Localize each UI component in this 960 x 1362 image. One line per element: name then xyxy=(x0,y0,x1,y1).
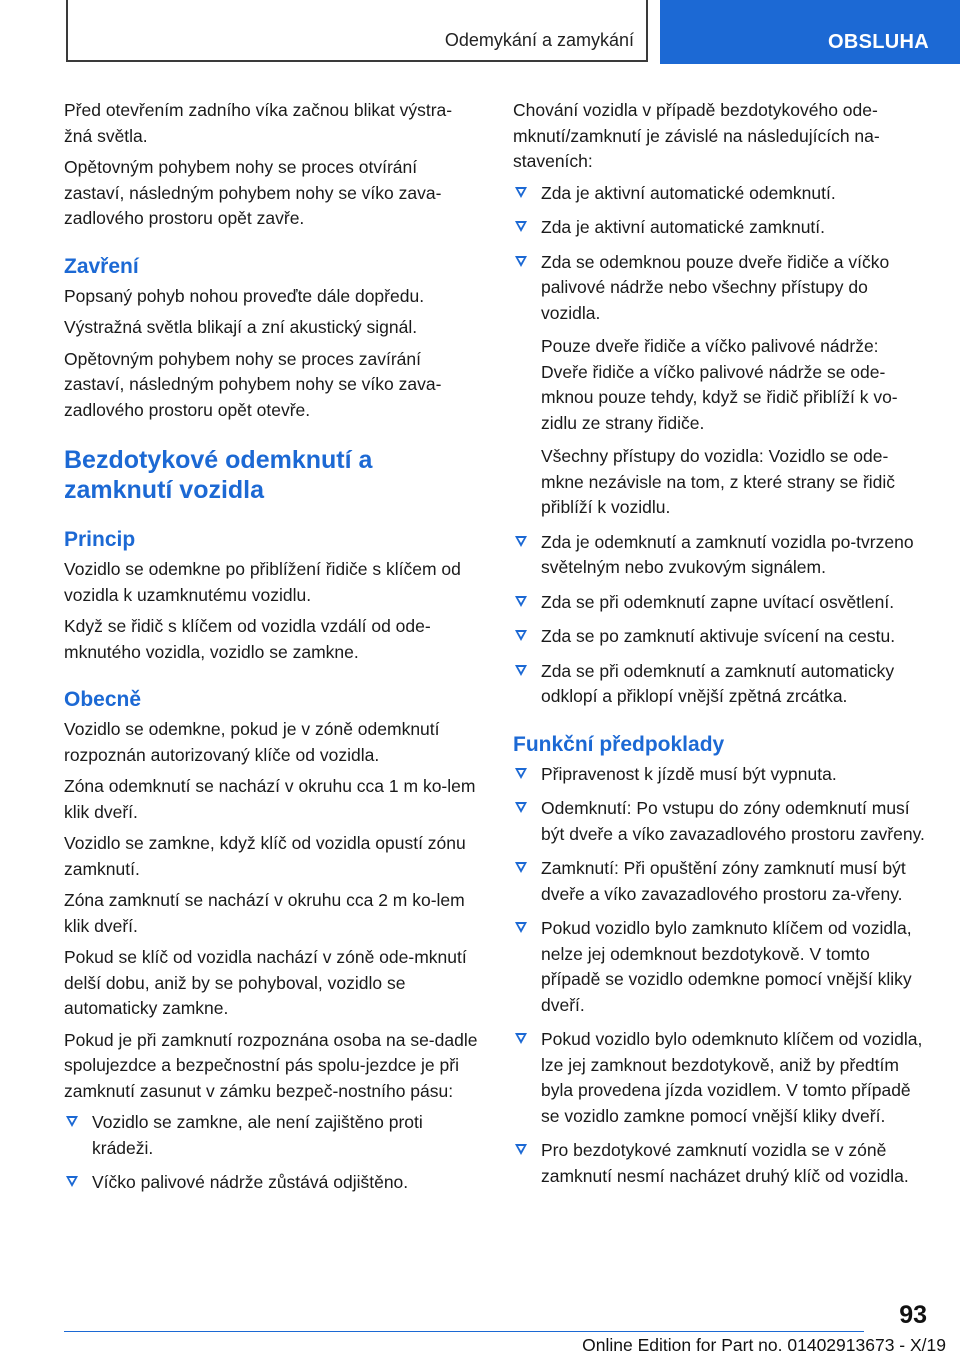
bullet-list xyxy=(64,1110,480,1196)
left-column xyxy=(64,98,480,1205)
bullet-list xyxy=(513,181,929,710)
paragraph: Opětovným pohybem nohy se proces otvírání zastaví, následným pohybem nohy se víko zava‐zadlového prostoru opět zavře. xyxy=(64,157,442,228)
paragraph: Před otevřením zadního víka začnou blikat výstra‐žná světla. xyxy=(64,100,453,146)
heading-funkcni-predpoklady: Funkční předpoklady xyxy=(513,732,725,756)
paragraph: Vozidlo se zamkne, když klíč od vozidla opustí zónu zamknutí. xyxy=(64,833,466,879)
chapter-tab[interactable]: OBSLUHA xyxy=(660,0,960,64)
sub-paragraph: Všechny přístupy do vozidla: Vozidlo se ode‐mkne nezávisle na tom, z které strany se řidič přiblíží k vozidlu. xyxy=(541,446,896,517)
paragraph: Popsaný pohyb nohou proveďte dále dopředu. xyxy=(64,285,425,306)
right-column xyxy=(513,98,929,1198)
list-item: Zda je odemknutí a zamknutí vozidla po‐tvrzeno světelným nebo zvukovým signálem. xyxy=(513,530,929,581)
paragraph: Pokud se klíč od vozidla nachází v zóně ode‐mknutí delší dobu, aniž by se pohyboval, vozidlo se automaticky zamkne. xyxy=(64,947,467,1018)
paragraph: Když se řidič s klíčem od vozidla vzdálí od ode‐mknutého vozidla, vozidlo se zamkne. xyxy=(64,616,431,662)
bullet-list xyxy=(513,762,929,1190)
sub-paragraph: Pouze dveře řidiče a víčko palivové nádrže: Dveře řidiče a víčko palivové nádrže se ode‐mknou pouze tehdy, když se řidič přiblíží k vo‐zidlu ze strany řidiče. xyxy=(541,336,898,433)
paragraph: Opětovným pohybem nohy se proces zavírání zastaví, následným pohybem nohy se víko zava‐zadlového prostoru opět otevře. xyxy=(64,348,442,420)
list-item: Připravenost k jízdě musí být vypnuta. xyxy=(513,762,929,788)
paragraph: Zóna zamknutí se nachází v okruhu cca 2 m ko‐lem klik dveří. xyxy=(64,890,465,936)
heading-obecne: Obecně xyxy=(64,688,142,711)
paragraph: Vozidlo se odemkne po přiblížení řidiče s klíčem od vozidla k uzamknutému vozidlu. xyxy=(64,559,461,605)
list-item: Zda je aktivní automatické zamknutí. xyxy=(513,215,929,241)
footer-divider xyxy=(64,1331,864,1332)
footer-edition: Online Edition for Part no. 01402913673 - X/19 xyxy=(582,1335,946,1355)
heading-zavreni: Zavření xyxy=(64,254,139,278)
list-item: Zamknutí: Při opuštění zóny zamknutí musí být dveře a víko zavazadlového prostoru za‐vřeny. xyxy=(513,856,929,907)
list-item: Odemknutí: Po vstupu do zóny odemknutí musí být dveře a víko zavazadlového prostoru zavřeny. xyxy=(513,796,929,847)
list-item: Pokud vozidlo bylo odemknuto klíčem od vozidla, lze jej zamknout bezdotykově, aniž by předtím byla provedena jízda vozidlem. V tomto případě se vozidlo zamkne pomocí vnější kliky dveří. xyxy=(513,1027,929,1129)
list-item: Zda se při odemknutí a zamknutí automaticky odklopí a přiklopí vnější zpětná zrcátka. xyxy=(513,659,929,710)
list-item: Zda se odemknou pouze dveře řidiče a víčko palivové nádrže nebo všechny přístupy do vozidla. Pouze dveře řidiče a víčko palivové nádrže: Dveře řidiče a víčko palivové nádrže se ode‐mknou pouze tehdy, když se řidič přiblíží k vo‐zidlu ze strany řidiče. Všechny přístupy do vozidla: Vozidlo se ode‐mkne nezávisle na tom, z které strany se řidič přiblíží k vozidlu. xyxy=(513,250,929,521)
section-title: Odemykání a zamykání xyxy=(444,30,634,50)
list-item: Zda je aktivní automatické odemknutí. xyxy=(513,181,929,207)
page-number: 93 xyxy=(899,1301,927,1329)
paragraph: Pokud je při zamknutí rozpoznána osoba na se‐dadle spolujezdce a bezpečnostní pás spolu‐jezdce je při zamknutí zasunut v zámku bezpeč‐nostního pásu: xyxy=(64,1029,478,1101)
list-item: Zda se při odemknutí zapne uvítací osvětlení. xyxy=(513,590,929,616)
list-item: Vozidlo se zamkne, ale není zajištěno proti krádeži. xyxy=(64,1110,480,1161)
heading-princip: Princip xyxy=(64,528,136,551)
heading-main: Bezdotykové odemknutí a zamknutí vozidla xyxy=(64,446,373,504)
list-item: Pro bezdotykové zamknutí vozidla se v zóně zamknutí nesmí nacházet druhý klíč od vozidla. xyxy=(513,1138,929,1189)
list-item: Zda se po zamknutí aktivuje svícení na cestu. xyxy=(513,624,929,650)
paragraph: Chování vozidla v případě bezdotykového ode‐mknutí/zamknutí je závislé na následujících na‐staveních: xyxy=(513,100,880,171)
list-item: Pokud vozidlo bylo zamknuto klíčem od vozidla, nelze jej odemknout bezdotykově. V tomto případě se vozidlo odemkne pomocí vnější kliky dveří. xyxy=(513,916,929,1018)
paragraph: Vozidlo se odemkne, pokud je v zóně odemknutí rozpoznán autorizovaný klíče od vozidla. xyxy=(64,719,440,765)
list-item: Víčko palivové nádrže zůstává odjištěno. xyxy=(64,1170,480,1196)
paragraph: Zóna odemknutí se nachází v okruhu cca 1 m ko‐lem klik dveří. xyxy=(64,776,476,822)
header-section-box xyxy=(66,0,648,62)
paragraph: Výstražná světla blikají a zní akustický signál. xyxy=(64,317,418,337)
